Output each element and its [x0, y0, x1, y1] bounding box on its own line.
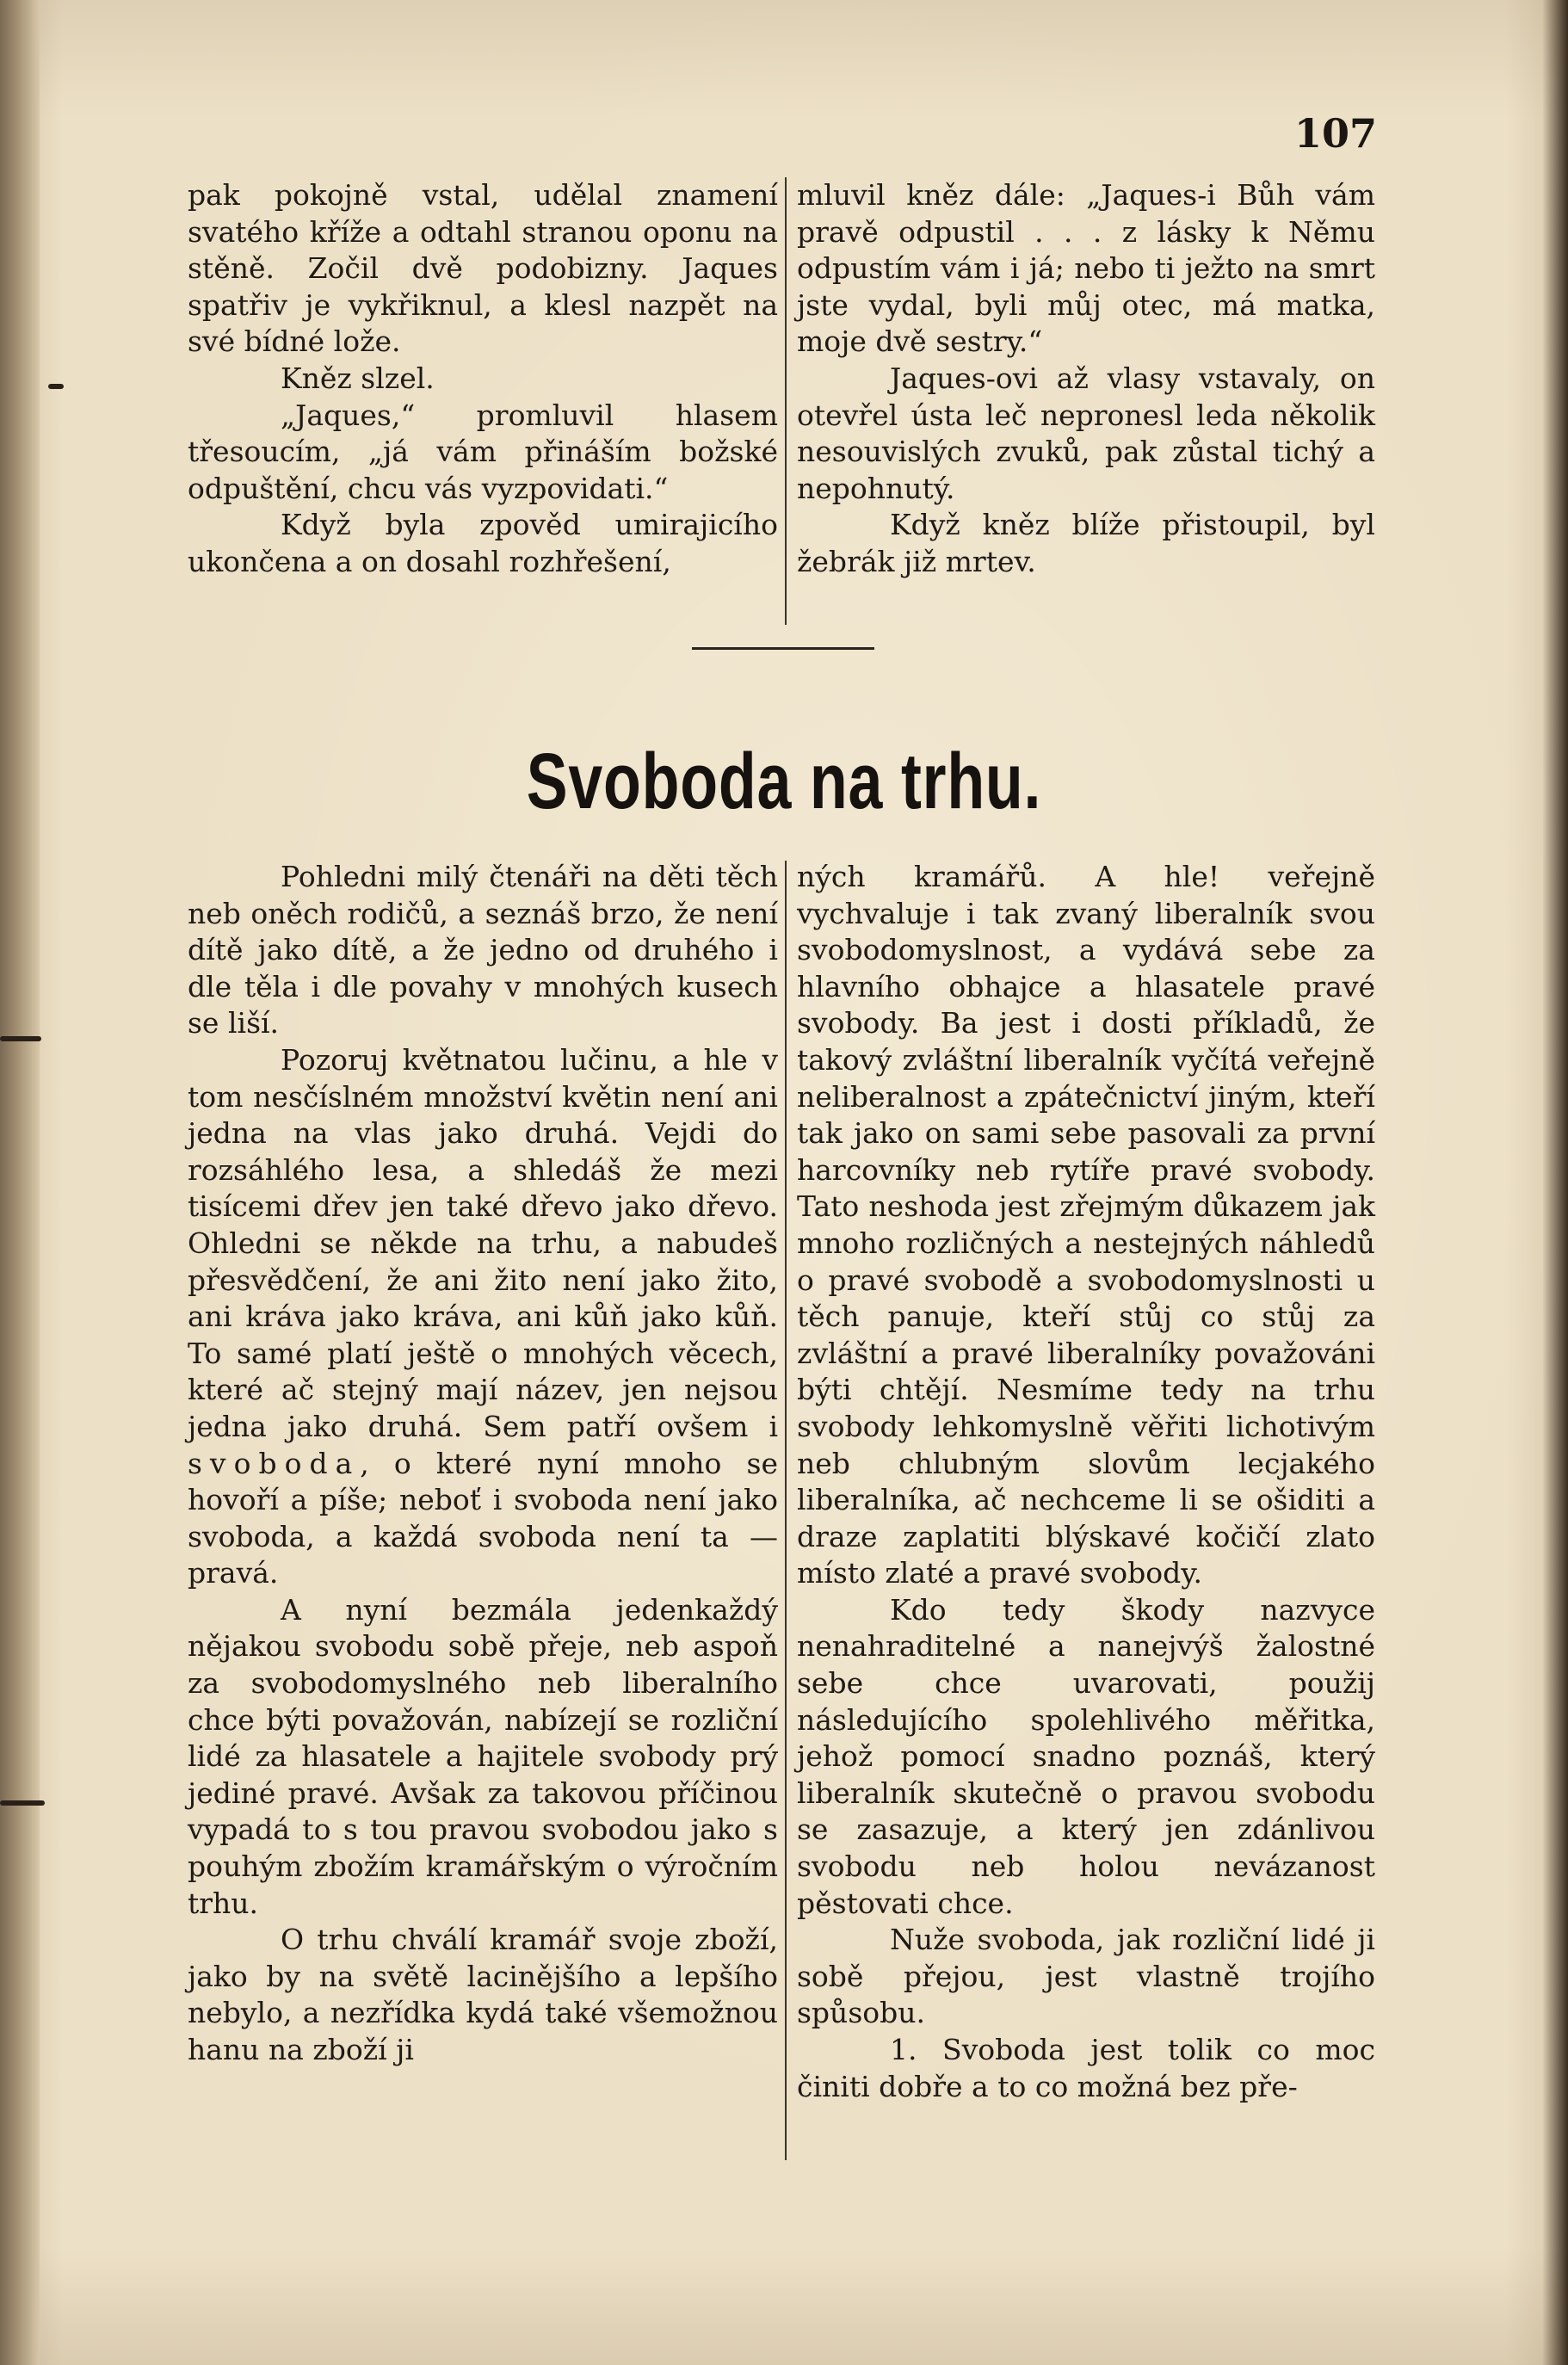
article-right-column [797, 859, 1375, 2105]
column-divider [785, 861, 787, 2160]
paragraph: 1. Svoboda jest tolik co moc činiti dobře a to co možná bez pře- [797, 2033, 1375, 2103]
emphasized-word: svoboda [188, 1446, 361, 1480]
article-left-column [188, 859, 778, 2069]
paragraph: mluvil kněz dále: „Jaques-i Bůh vám pravě odpustil . . . z lásky k Němu odpustím vám i já; nebo ti ježto na smrt jste vydal, byli můj otec, má matka, moje dvě sestry.“ [797, 178, 1375, 359]
paragraph: „Jaques,“ promluvil hlasem třesoucím, „já vám přináším božské odpuštění, chcu vás vyzpovidati.“ [188, 398, 778, 505]
paragraph: Nuže svoboda, jak rozliční lidé ji sobě přejou, jest vlastně trojího spůsobu. [797, 1923, 1375, 2030]
margin-mark [0, 1036, 41, 1041]
section-divider [692, 647, 874, 650]
paragraph: O trhu chválí kramář svoje zboží, jako by na světě lacinějšího a lepšího nebylo, a nezřídka kydá také všemožnou hanu na zboží ji [188, 1923, 778, 2066]
paragraph-text: , o které nyní mnoho se hovoří a píše; neboť i svoboda není jako svoboda, a každá svoboda není ta — pravá. [188, 1446, 778, 1590]
top-right-column [797, 177, 1375, 581]
paragraph: ných kramářů. A hle! veřejně vychvaluje i tak zvaný liberalník svou svobodomyslnost, a vydává sebe za hlavního obhajce a hlasatele pravé svobody. Ba jest i dosti příkladů, že takový zvláštní liberalník vyčítá veřejně neliberalnost a zpátečnictví jiným, kteří tak jako on sami sebe pasovali za první harcovníky neb rytíře pravé svobody. Tato neshoda jest zřejmým důkazem jak mnoho rozličných a nestejných náhledů o pravé svobodě a svobodomyslnosti u těch panuje, kteří stůj co stůj za zvláštní a pravé liberalníky považováni býti chtějí. Nesmíme tedy na trhu svobody lehkomyslně věřiti lichotivým neb chlubným slovům lecjakého liberalníka, ač nechceme li se ošiditi a draze zaplatiti blýskavé kočičí zlato místo zlaté a pravé svobody. [797, 860, 1375, 1590]
paragraph: A nyní bezmála jedenkaždý nějakou svobodu sobě přeje, neb aspoň za svobodomyslného neb liberalního chce býti považován, nabízejí se rozliční lidé za hlasatele a hajitele svobody prý jediné pravé. Avšak za takovou příčinou vypadá to s tou pravou svobodou jako s pouhým zbožím kramářským o výročním trhu. [188, 1592, 778, 1920]
paragraph: Pohledni milý čtenáři na děti těch neb oněch rodičů, a seznáš brzo, že není dítě jako dítě, a že jedno od druhého i dle těla i dle povahy v mnohých kusech se liší. [188, 860, 778, 1040]
page-number: 107 [1293, 110, 1377, 157]
paragraph-text: Pozoruj květnatou lučinu, a hle v tom nesčíslném množství květin není ani jedna na vlas jako druhá. Vejdi do rozsáhlého lesa, a shledáš že mezi tisícemi dřev jen také dřevo jako dřevo. Ohledni se někde na trhu, a nabudeš přesvědčení, že ani žito není jako žito, ani kráva jako kráva, ani kůň jako kůň. To samé platí ještě o mnohých věcech, které ač stejný mají název, jen nejsou jedna jako druhá. Sem patří ovšem i [188, 1042, 778, 1443]
top-left-column [188, 177, 778, 581]
paragraph: Kdo tedy škody nazvyce nenahraditelné a nanejvýš žalostné sebe chce uvarovati, použij následujícího spolehlivého měřitka, jehož pomocí snadno poznáš, který liberalník skutečně o pravou svobodu se zasazuje, a který jen zdánlivou svobodu neb holou nevázanost pěstovati chce. [797, 1592, 1375, 1920]
paragraph [188, 1042, 778, 1592]
paragraph: Když byla zpověd umirajicího ukončena a on dosahl rozhřešení, [188, 508, 778, 578]
article-title: Svoboda na trhu. [526, 738, 1042, 825]
page-edge-shadow [1542, 0, 1568, 2365]
margin-mark [0, 1800, 45, 1806]
margin-mark [48, 384, 64, 389]
binding-edge [0, 0, 40, 2365]
paragraph: Kněz slzel. [281, 361, 435, 395]
column-divider [785, 177, 787, 625]
paragraph: pak pokojně vstal, udělal znamení svatého kříže a odtahl stranou oponu na stěně. Zočil dvě podobizny. Jaques spatřiv je vykřiknul, a klesl nazpět na své bídné lože. [188, 178, 778, 359]
paragraph: Jaques-ovi až vlasy vstavaly, on otevřel ústa leč nepronesl leda několik nesouvislých zvuků, pak zůstal tichý a nepohnutý. [797, 361, 1375, 505]
paragraph: Když kněz blíže přistoupil, byl žebrák již mrtev. [797, 508, 1375, 578]
